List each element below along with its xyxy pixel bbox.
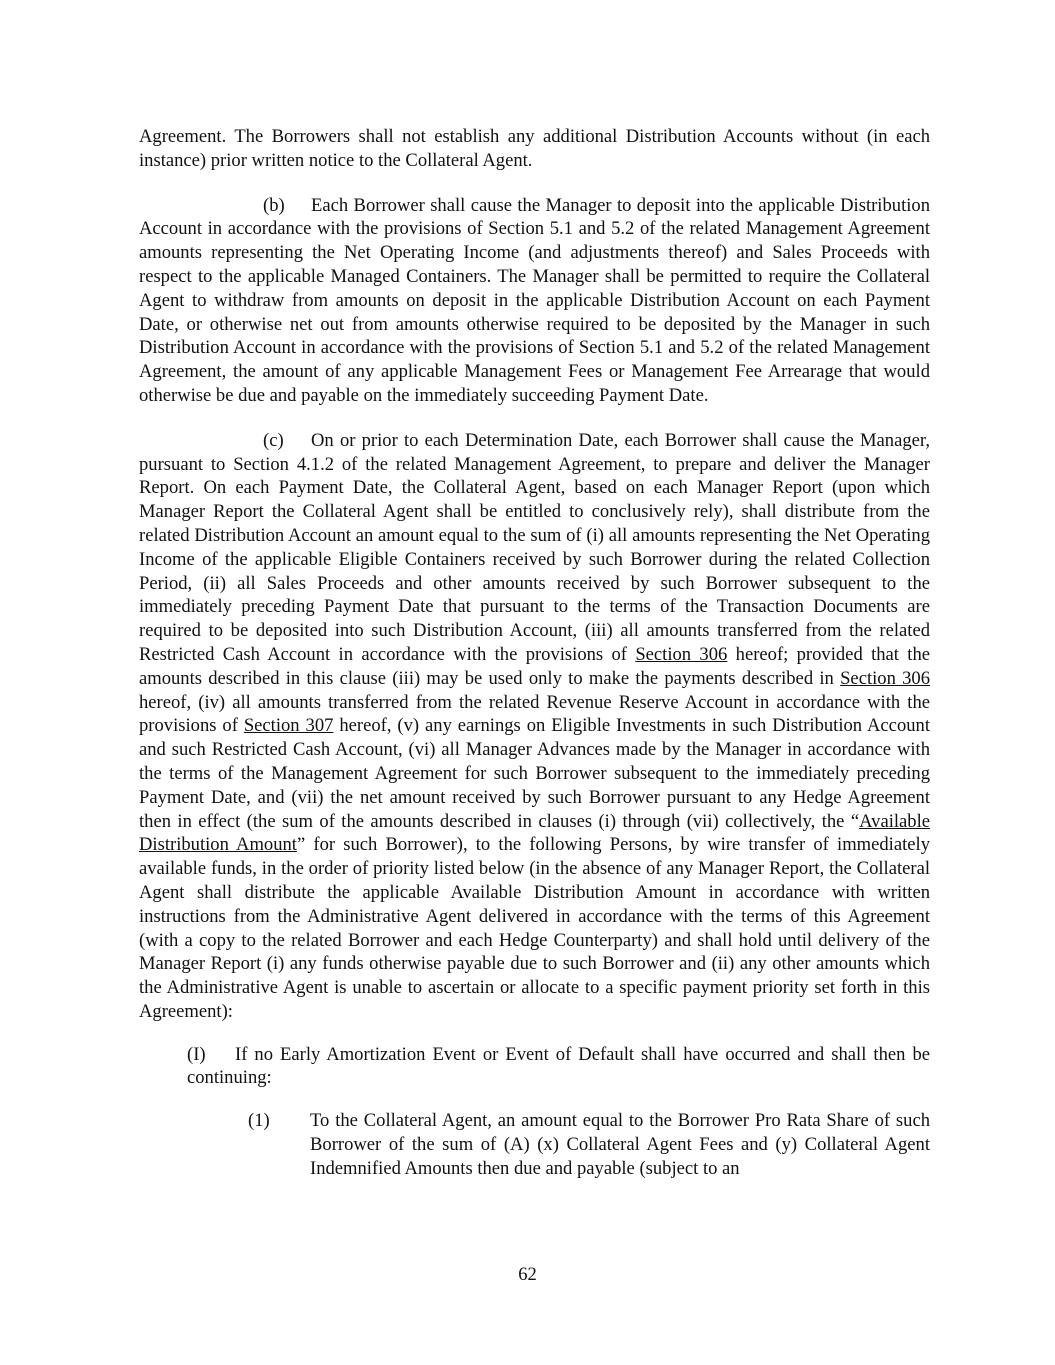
paragraph-c-text-2: hereof; provided that the amounts described in this clause (iii) may be used only to make the payments described in [139, 643, 930, 689]
subsection-I-label: (I) [187, 1043, 206, 1065]
section-307-reference: Section 307 [243, 715, 334, 737]
paragraph-c-label: (c) [263, 429, 284, 451]
document-body [139, 125, 930, 1181]
paragraph-c-text-3: hereof, (iv) all amounts transferred from the related Revenue Reserve Account in accordance with the provisions of [139, 691, 930, 737]
paragraph-b [139, 194, 930, 408]
subsection-1-text: To the Collateral Agent, an amount equal to the Borrower Pro Rata Share of such Borrower of the sum of (A) (x) Collateral Agent Fees and (y) Collateral Agent Indemnified Amounts then due and payable (subject to an [310, 1110, 930, 1179]
paragraph-c-text-5: ” for such Borrower), to the following Persons, by wire transfer of immediately available funds, in the order of priority listed below (in the absence of any Manager Report, the Collateral Agent shall distribute the applicable Available Distribution Amount in accordance with written instructions from the Administrative Agent delivered in accordance with the terms of this Agreement (with a copy to the related Borrower and each Hedge Counterparty) and shall hold until delivery of the Manager Report (i) any funds otherwise payable due to such Borrower and (ii) any other amounts which the Administrative Agent is unable to ascertain or allocate to a specific payment priority set forth in this Agreement): [139, 834, 930, 1022]
subsection-1-label: (1) [248, 1110, 270, 1132]
page-number: 62 [518, 1264, 537, 1285]
paragraph-c-text-4: hereof, (v) any earnings on Eligible Investments in such Distribution Account and such Restricted Cash Account, (vi) all Manager Advances made by the Manager in accordance with the terms of the Management Agreement for such Borrower subsequent to the immediately preceding Payment Date, and (vii) the net amount received by such Borrower pursuant to any Hedge Agreement then in effect (the sum of the amounts described in clauses (i) through (vii) collectively, the “ [139, 715, 930, 832]
intro-paragraph: Agreement. The Borrowers shall not establish any additional Distribution Accounts without (in each instance) prior written notice to the Collateral Agent. [139, 126, 930, 171]
available-distribution-amount-term: Available Distribution Amount [139, 810, 930, 856]
paragraph-c [139, 429, 930, 1024]
paragraph-c-text-1: On or prior to each Determination Date, each Borrower shall cause the Manager, pursuant to Section 4.1.2 of the related Management Agreement, to prepare and deliver the Manager Report. On each Payment Date, the Collateral Agent, based on each Manager Report (upon which Manager Report the Collateral Agent shall be entitled to conclusively rely), shall distribute from the related Distribution Account an amount equal to the sum of (i) all amounts representing the Net Operating Income of the applicable Eligible Containers received by such Borrower during the related Collection Period, (ii) all Sales Proceeds and other amounts received by such Borrower subsequent to the immediately preceding Payment Date that pursuant to the terms of the Transaction Documents are required to be deposited into such Distribution Account, (iii) all amounts transferred from the related Restricted Cash Account in accordance with the provisions of [139, 429, 930, 665]
paragraph-b-text: Each Borrower shall cause the Manager to deposit into the applicable Distribution Account in accordance with the provisions of Section 5.1 and 5.2 of the related Management Agreement amounts representing the Net Operating Income (and adjustments thereof) and Sales Proceeds with respect to the applicable Managed Containers. The Manager shall be permitted to require the Collateral Agent to withdraw from amounts on deposit in the applicable Distribution Account on each Payment Date, or otherwise net out from amounts otherwise required to be deposited by the Manager in such Distribution Account in accordance with the provisions of Section 5.1 and 5.2 of the related Management Agreement, the amount of any applicable Management Fees or Management Fee Arrearage that would otherwise be due and payable on the immediately succeeding Payment Date. [139, 194, 930, 406]
subsection-1 [139, 1109, 930, 1180]
paragraph-b-label: (b) [263, 194, 285, 216]
subsection-I-text: If no Early Amortization Event or Event of Default shall have occurred and shall then be continuing: [187, 1043, 930, 1089]
section-306-reference-1: Section 306 [635, 643, 728, 665]
subsection-I [139, 1043, 930, 1091]
section-306-reference-2: Section 306 [840, 667, 931, 689]
